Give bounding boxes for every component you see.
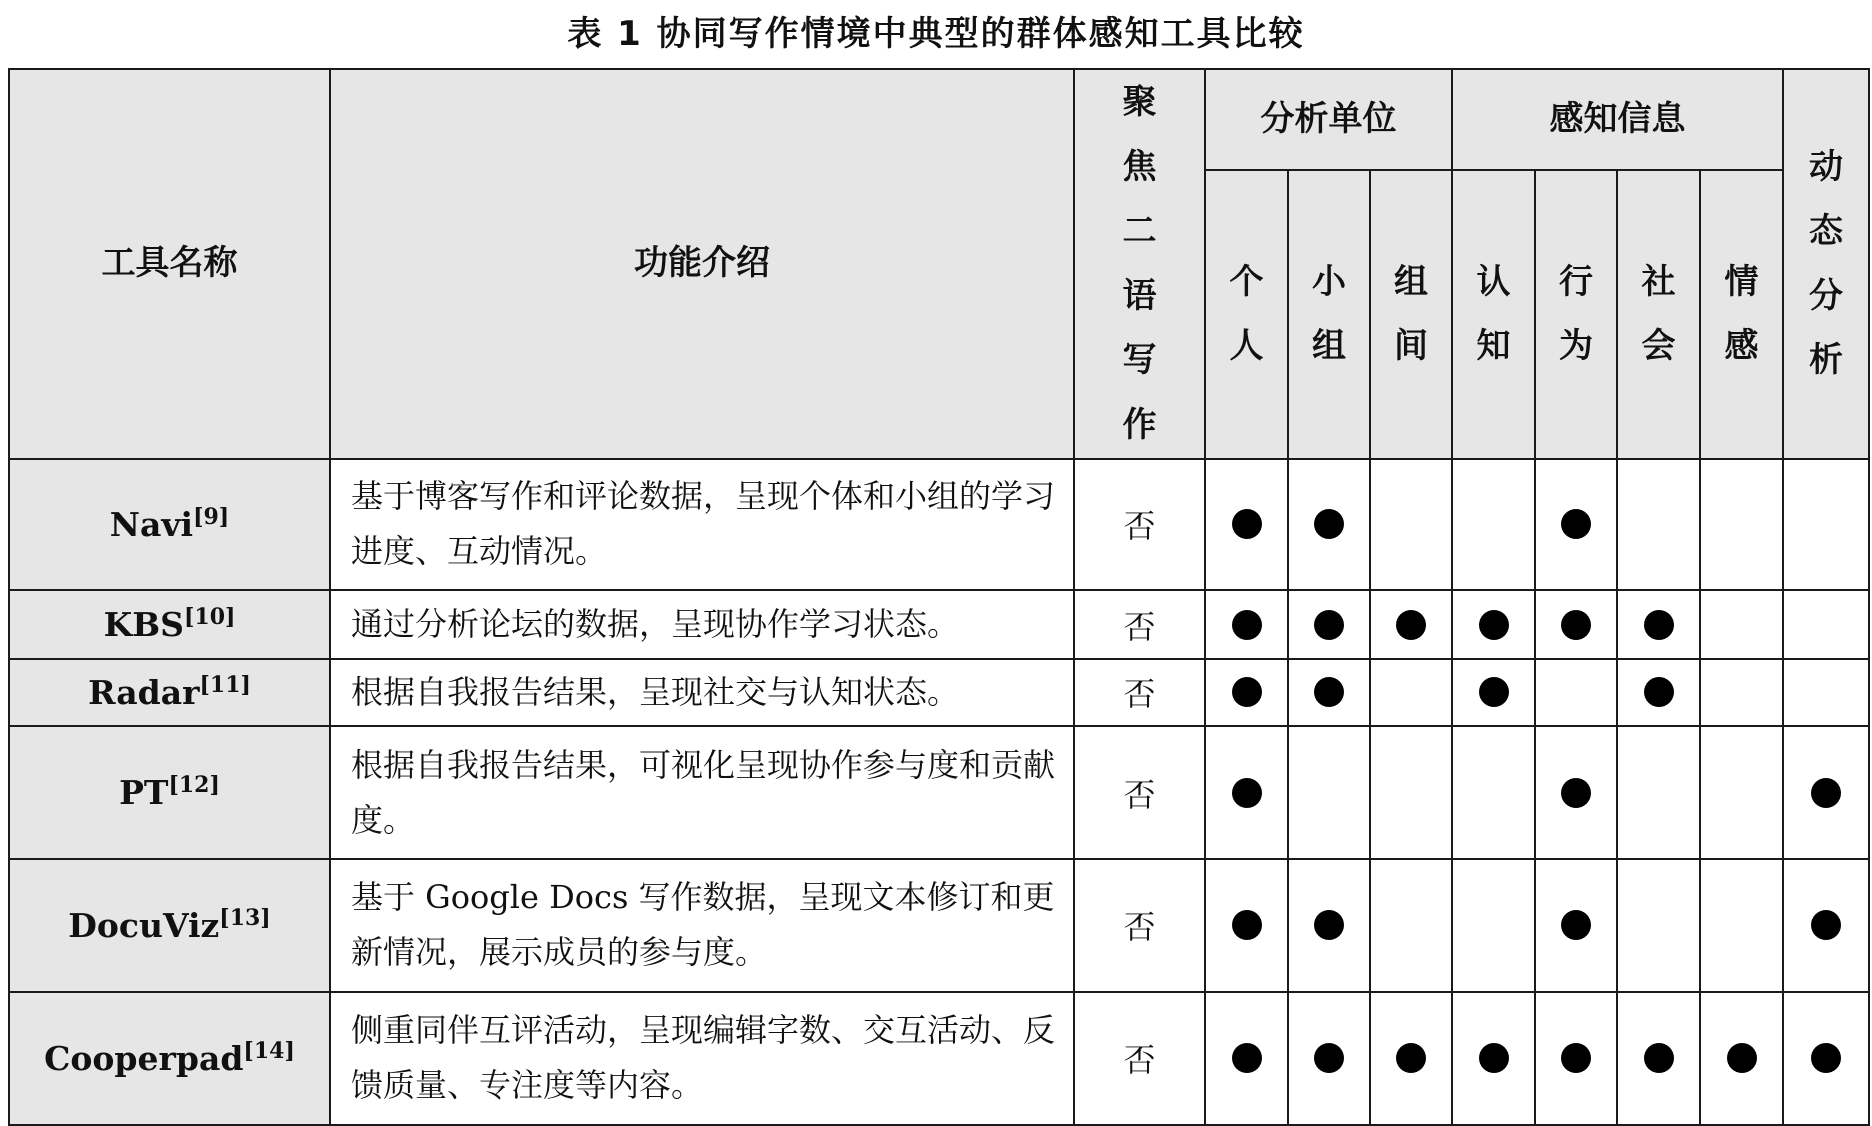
tool-name: Radar xyxy=(88,672,200,712)
tool-name: Cooperpad xyxy=(44,1038,244,1078)
tool-description: 侧重同伴互评活动，呈现编辑字数、交互活动、反馈质量、专注度等内容。 xyxy=(330,992,1074,1125)
mark-cell-social xyxy=(1617,992,1700,1125)
filled-circle-mark xyxy=(1561,778,1591,808)
filled-circle-mark xyxy=(1232,1043,1262,1073)
mark-cell-cognitive xyxy=(1452,590,1535,658)
header-unit-group xyxy=(1288,170,1370,459)
mark-cell-individual xyxy=(1205,726,1288,859)
tool-name: Navi xyxy=(109,504,194,544)
mark-cell-intergroup xyxy=(1370,590,1452,658)
header-analysis-unit: 分析单位 xyxy=(1205,69,1452,170)
tool-description: 根据自我报告结果，呈现社交与认知状态。 xyxy=(330,659,1074,726)
focus-l2-value: 否 xyxy=(1074,726,1205,859)
table-row xyxy=(9,859,1869,992)
filled-circle-mark xyxy=(1314,1043,1344,1073)
tool-ref: [10] xyxy=(183,604,236,631)
filled-circle-mark xyxy=(1396,1043,1426,1073)
mark-cell-individual xyxy=(1205,992,1288,1125)
filled-circle-mark xyxy=(1644,677,1674,707)
focus-l2-value: 否 xyxy=(1074,659,1205,726)
filled-circle-mark xyxy=(1561,1043,1591,1073)
mark-cell-cognitive xyxy=(1452,659,1535,726)
tool-description: 通过分析论坛的数据，呈现协作学习状态。 xyxy=(330,590,1074,658)
table-caption: 表 1 协同写作情境中典型的群体感知工具比较 xyxy=(567,14,1305,54)
mark-cell-dynamic xyxy=(1783,590,1869,658)
mark-cell-behavior xyxy=(1535,590,1617,658)
filled-circle-mark xyxy=(1232,677,1262,707)
table-row xyxy=(9,726,1869,859)
mark-cell-group xyxy=(1288,859,1370,992)
mark-cell-group xyxy=(1288,459,1370,591)
filled-circle-mark xyxy=(1644,610,1674,640)
mark-cell-group xyxy=(1288,659,1370,726)
mark-cell-emotion xyxy=(1700,726,1783,859)
mark-cell-social xyxy=(1617,726,1700,859)
mark-cell-individual xyxy=(1205,659,1288,726)
filled-circle-mark xyxy=(1314,677,1344,707)
mark-cell-intergroup xyxy=(1370,659,1452,726)
focus-l2-value: 否 xyxy=(1074,859,1205,992)
header-unit-individual xyxy=(1205,170,1288,459)
mark-cell-individual xyxy=(1205,590,1288,658)
filled-circle-mark xyxy=(1232,910,1262,940)
filled-circle-mark xyxy=(1314,910,1344,940)
filled-circle-mark xyxy=(1314,610,1344,640)
mark-cell-cognitive xyxy=(1452,726,1535,859)
tool-ref: [9] xyxy=(193,503,230,530)
filled-circle-mark xyxy=(1232,610,1262,640)
mark-cell-behavior xyxy=(1535,659,1617,726)
header-info-emotion-text: 情 感 xyxy=(1724,261,1759,367)
header-unit-intergroup xyxy=(1370,170,1452,459)
header-info-behavior-text: 行 为 xyxy=(1559,261,1593,367)
mark-cell-social xyxy=(1617,659,1700,726)
mark-cell-social xyxy=(1617,590,1700,658)
filled-circle-mark xyxy=(1561,509,1591,539)
mark-cell-behavior xyxy=(1535,859,1617,992)
mark-cell-intergroup xyxy=(1370,726,1452,859)
header-focus-l2-text: 聚 焦 二 语 写 作 xyxy=(1122,82,1157,445)
tool-name-cell xyxy=(9,590,330,658)
mark-cell-behavior xyxy=(1535,459,1617,591)
mark-cell-dynamic xyxy=(1783,726,1869,859)
header-tool-name: 工具名称 xyxy=(9,69,330,459)
mark-cell-cognitive xyxy=(1452,859,1535,992)
header-info-cognitive-text: 认 知 xyxy=(1476,261,1511,367)
mark-cell-social xyxy=(1617,859,1700,992)
header-dynamic-analysis xyxy=(1783,69,1869,459)
mark-cell-social xyxy=(1617,459,1700,591)
tool-name-cell xyxy=(9,659,330,726)
mark-cell-individual xyxy=(1205,859,1288,992)
mark-cell-behavior xyxy=(1535,726,1617,859)
filled-circle-mark xyxy=(1396,610,1426,640)
filled-circle-mark xyxy=(1479,677,1509,707)
tool-name: KBS xyxy=(103,605,184,645)
focus-l2-value: 否 xyxy=(1074,590,1205,658)
mark-cell-individual xyxy=(1205,459,1288,591)
filled-circle-mark xyxy=(1314,509,1344,539)
header-info-cognitive xyxy=(1452,170,1535,459)
tool-ref: [13] xyxy=(219,904,271,931)
filled-circle-mark xyxy=(1727,1043,1757,1073)
mark-cell-dynamic xyxy=(1783,459,1869,591)
table-row xyxy=(9,459,1869,591)
mark-cell-emotion xyxy=(1700,590,1783,658)
header-row-group xyxy=(9,69,1869,170)
mark-cell-group xyxy=(1288,992,1370,1125)
header-unit-group-text: 小 组 xyxy=(1312,261,1346,367)
tool-ref: [11] xyxy=(199,671,251,698)
header-info-behavior xyxy=(1535,170,1617,459)
header-unit-individual-text: 个 人 xyxy=(1229,261,1264,367)
mark-cell-intergroup xyxy=(1370,859,1452,992)
header-unit-intergroup-text: 组 间 xyxy=(1394,261,1428,367)
table-row xyxy=(9,659,1869,726)
mark-cell-intergroup xyxy=(1370,459,1452,591)
tool-name: DocuViz xyxy=(68,905,220,945)
header-info-emotion xyxy=(1700,170,1783,459)
tool-ref: [14] xyxy=(243,1037,295,1064)
mark-cell-group xyxy=(1288,590,1370,658)
mark-cell-intergroup xyxy=(1370,992,1452,1125)
mark-cell-emotion xyxy=(1700,992,1783,1125)
comparison-table xyxy=(8,68,1870,1126)
filled-circle-mark xyxy=(1644,1043,1674,1073)
filled-circle-mark xyxy=(1479,1043,1509,1073)
mark-cell-emotion xyxy=(1700,659,1783,726)
header-function: 功能介绍 xyxy=(330,69,1074,459)
filled-circle-mark xyxy=(1811,778,1841,808)
tool-name-cell xyxy=(9,726,330,859)
mark-cell-dynamic xyxy=(1783,859,1869,992)
filled-circle-mark xyxy=(1479,610,1509,640)
mark-cell-dynamic xyxy=(1783,992,1869,1125)
mark-cell-emotion xyxy=(1700,859,1783,992)
tool-name-cell xyxy=(9,859,330,992)
filled-circle-mark xyxy=(1232,778,1262,808)
tool-description: 基于 Google Docs 写作数据，呈现文本修订和更新情况，展示成员的参与度。 xyxy=(330,859,1074,992)
mark-cell-group xyxy=(1288,726,1370,859)
mark-cell-emotion xyxy=(1700,459,1783,591)
tool-description: 基于博客写作和评论数据，呈现个体和小组的学习进度、互动情况。 xyxy=(330,459,1074,591)
focus-l2-value: 否 xyxy=(1074,459,1205,591)
tool-name: PT xyxy=(119,773,169,813)
focus-l2-value: 否 xyxy=(1074,992,1205,1125)
tool-name-cell xyxy=(9,992,330,1125)
tool-ref: [12] xyxy=(168,772,220,799)
filled-circle-mark xyxy=(1561,910,1591,940)
table-row xyxy=(9,590,1869,658)
mark-cell-dynamic xyxy=(1783,659,1869,726)
filled-circle-mark xyxy=(1561,610,1591,640)
header-focus-l2 xyxy=(1074,69,1205,459)
header-dynamic-analysis-text: 动 态 分 析 xyxy=(1809,146,1843,381)
filled-circle-mark xyxy=(1811,910,1841,940)
filled-circle-mark xyxy=(1232,509,1262,539)
mark-cell-cognitive xyxy=(1452,992,1535,1125)
header-info-social-text: 社 会 xyxy=(1641,261,1676,367)
table-row xyxy=(9,992,1869,1125)
header-awareness-info: 感知信息 xyxy=(1452,69,1783,170)
mark-cell-cognitive xyxy=(1452,459,1535,591)
tool-description: 根据自我报告结果，可视化呈现协作参与度和贡献度。 xyxy=(330,726,1074,859)
tool-name-cell xyxy=(9,459,330,591)
header-info-social xyxy=(1617,170,1700,459)
mark-cell-behavior xyxy=(1535,992,1617,1125)
filled-circle-mark xyxy=(1811,1043,1841,1073)
